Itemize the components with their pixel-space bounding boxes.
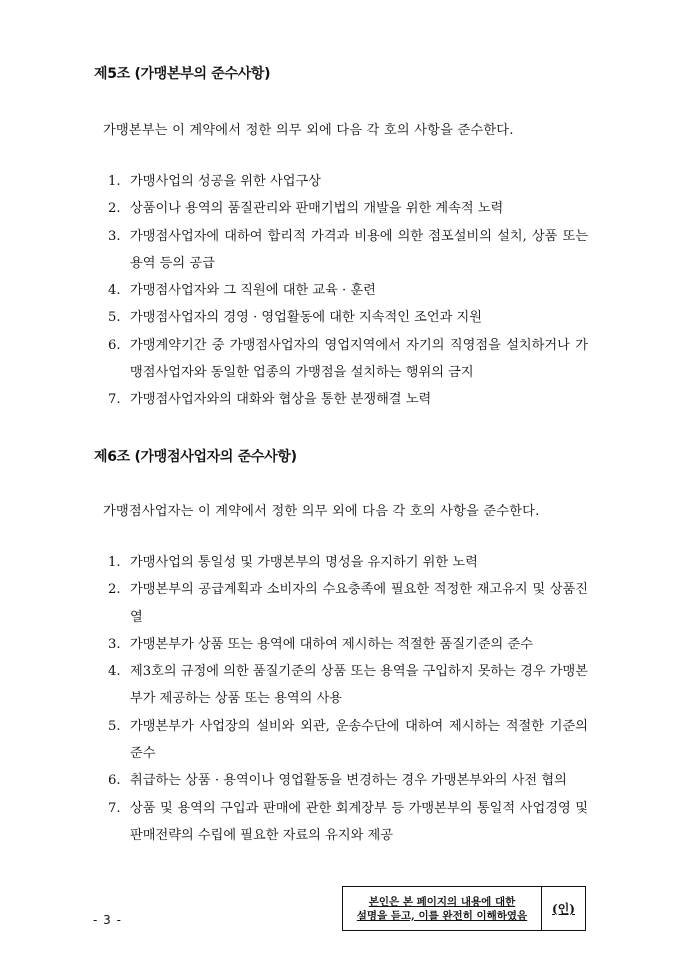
list-item: 7. 가맹점사업자와의 대화와 협상을 통한 분쟁해결 노력	[108, 392, 432, 408]
list-item: 3. 가맹본부가 상품 또는 용역에 대하여 제시하는 적절한 품질기준의 준수	[108, 636, 533, 652]
list-item: 4. 제3호의 규정에 의한 품질기준의 상품 또는 용역을 구입하지 못하는 경우 가맹본부가 제공하는 상품 또는 용역의 사용	[108, 664, 588, 707]
list-item: 5. 가맹본부가 사업장의 설비와 외관, 운송수단에 대하여 제시하는 적절한 기준의 준수	[108, 718, 588, 762]
page-number: - 3 -	[93, 913, 122, 927]
article5-list	[108, 168, 588, 414]
seal-mark: (인)	[552, 902, 575, 916]
list-item: 2. 가맹본부의 공급계획과 소비자의 수요충족에 필요한 적정한 재고유지 및 상품진열	[108, 582, 588, 625]
list-item: 4. 가맹점사업자와 그 직원에 대한 교육 · 훈련	[108, 283, 376, 299]
list-item: 6. 취급하는 상품 · 용역이나 영업활동을 변경하는 경우 가맹본부와의 사전 협의	[108, 773, 567, 789]
list-item: 2. 상품이나 용역의 품질관리와 판매기법의 개발을 위한 계속적 노력	[108, 201, 504, 217]
article6-intro: 가맹점사업자는 이 계약에서 정한 의무 외에 다음 각 호의 사항을 준수한다.	[103, 504, 540, 519]
confirmation-line-2: 설명을 듣고, 이를 완전히 이해하였음	[356, 909, 528, 922]
article5-intro: 가맹본부는 이 계약에서 정한 의무 외에 다음 각 호의 사항을 준수한다.	[103, 123, 514, 138]
confirmation-box	[342, 886, 586, 931]
list-item: 6. 가맹계약기간 중 가맹점사업자의 영업지역에서 자기의 직영점을 설치하거나 가맹점사업자와 동일한 업종의 가맹점을 설치하는 행위의 금지	[108, 337, 588, 381]
article5-heading: 제5조 (가맹본부의 준수사항)	[94, 66, 271, 82]
confirmation-text	[343, 887, 542, 930]
article6-list	[108, 549, 588, 849]
list-item: 1. 가맹사업의 통일성 및 가맹본부의 명성을 유지하기 위한 노력	[108, 555, 478, 570]
list-item: 5. 가맹점사업자의 경영 · 영업활동에 대한 지속적인 조언과 지원	[108, 310, 483, 326]
article6-heading: 제6조 (가맹점사업자의 준수사항)	[94, 449, 297, 465]
confirmation-line-1: 본인은 본 페이지의 내용에 대한	[368, 895, 516, 908]
list-item: 7. 상품 및 용역의 구입과 판매에 관한 회계장부 등 가맹본부의 통일적 사업경영 및 판매전략의 수립에 필요한 자료의 유지와 제공	[108, 800, 588, 843]
list-item: 3. 가맹점사업자에 대하여 합리적 가격과 비용에 의한 점포설비의 설치, 상품 또는 용역 등의 공급	[108, 228, 588, 271]
list-item: 1. 가맹사업의 성공을 위한 사업구상	[108, 174, 321, 189]
